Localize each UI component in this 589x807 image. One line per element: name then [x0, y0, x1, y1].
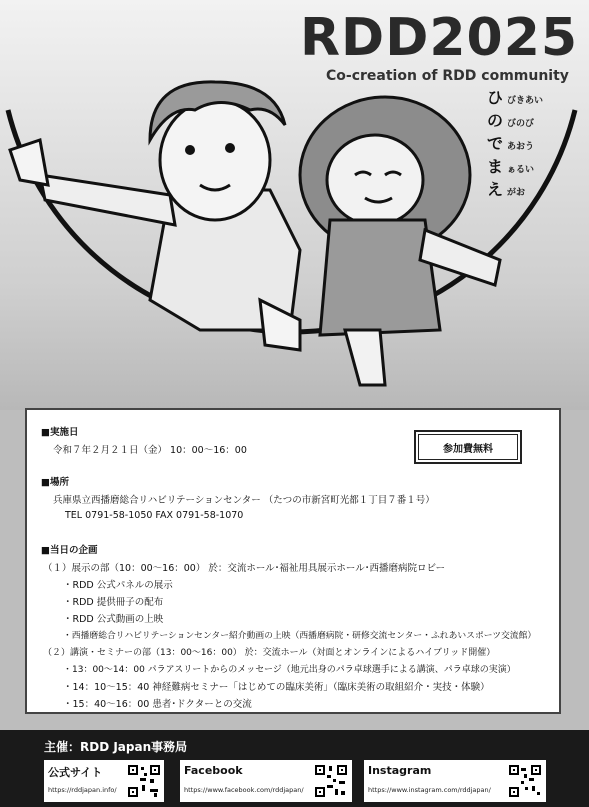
plan-line: ・RDD 提供冊子の配布 [63, 597, 164, 608]
plan-heading: ■当日の企画 [41, 545, 98, 556]
instagram-label: Instagram [368, 764, 432, 777]
facebook-label: Facebook [184, 764, 243, 777]
plan-line: ・RDD 公式動画の上映 [63, 614, 164, 625]
acrostic-row: ひびきあい [487, 88, 544, 107]
footer [0, 730, 589, 807]
acrostic-row: えがお [487, 180, 526, 199]
place-value: 兵庫県立西播磨総合リハビリテーションセンター （たつの市新宮町光都１丁目７番１号） [53, 495, 435, 506]
acrostic-row: のびのび [487, 111, 535, 130]
plan-line: ・RDD 公式パネルの展示 [63, 580, 173, 591]
event-info-panel [25, 408, 561, 714]
girl-figure [300, 97, 500, 385]
plan-line: （２）講演・セミナーの部（13：00～16：00） 於：交流ホール（対面とオンラインによるハイブリッド開催） [43, 648, 496, 658]
website-link-card[interactable] [44, 760, 164, 802]
acrostic-row: であおう [487, 134, 535, 153]
plan-line: （１）展示の部（10：00～16：00） 於：交流ホール･福祉用具展示ホール･西播磨病院ロビー [43, 563, 446, 574]
contact-line: TEL 0791-58-1050 FAX 0791-58-1070 [65, 510, 244, 521]
plan-line: ・14：10～15：40 神経難病セミナー「はじめての臨床美術」（臨床美術の取組紹介・実技・体験） [63, 682, 490, 693]
plan-line: ・15：40～16：00 患者･ドクターとの交流 [63, 699, 252, 710]
event-title: RDD2025 [300, 8, 579, 68]
date-heading: ■実施日 [41, 427, 79, 438]
acrostic [487, 88, 577, 203]
website-url[interactable]: https://rddjapan.info/ [48, 786, 117, 794]
qr-code-icon[interactable] [313, 763, 349, 799]
facebook-url[interactable]: https://www.facebook.com/rddjapan/ [184, 786, 304, 794]
event-subtitle: Co-creation of RDD community [326, 68, 569, 84]
date-value: 令和７年２月２１日（金） 10：00～16：00 [53, 445, 247, 456]
place-heading: ■場所 [41, 477, 69, 488]
free-admission-badge [414, 430, 522, 464]
website-label: 公式サイト [48, 766, 103, 779]
facebook-link-card[interactable] [180, 760, 352, 802]
acrostic-row: まぁるい [487, 157, 535, 176]
plan-line: ・13：00～14：00 パラアスリートからのメッセージ（地元出身のパラ卓球選手による講演、パラ卓球の実演） [63, 665, 516, 675]
free-admission-label: 参加費無料 [418, 434, 518, 460]
instagram-link-card[interactable] [364, 760, 546, 802]
plan-line: ・西播磨総合リハビリテーションセンター紹介動画の上映（西播磨病院・研修交流センター・ふれあいスポーツ交流館） [63, 631, 537, 641]
organizer: 主催：RDD Japan事務局 [44, 740, 188, 754]
boy-figure [10, 82, 300, 350]
instagram-url[interactable]: https://www.instagram.com/rddjapan/ [368, 786, 491, 794]
qr-code-icon[interactable] [507, 763, 543, 799]
qr-code-icon[interactable] [126, 763, 162, 799]
